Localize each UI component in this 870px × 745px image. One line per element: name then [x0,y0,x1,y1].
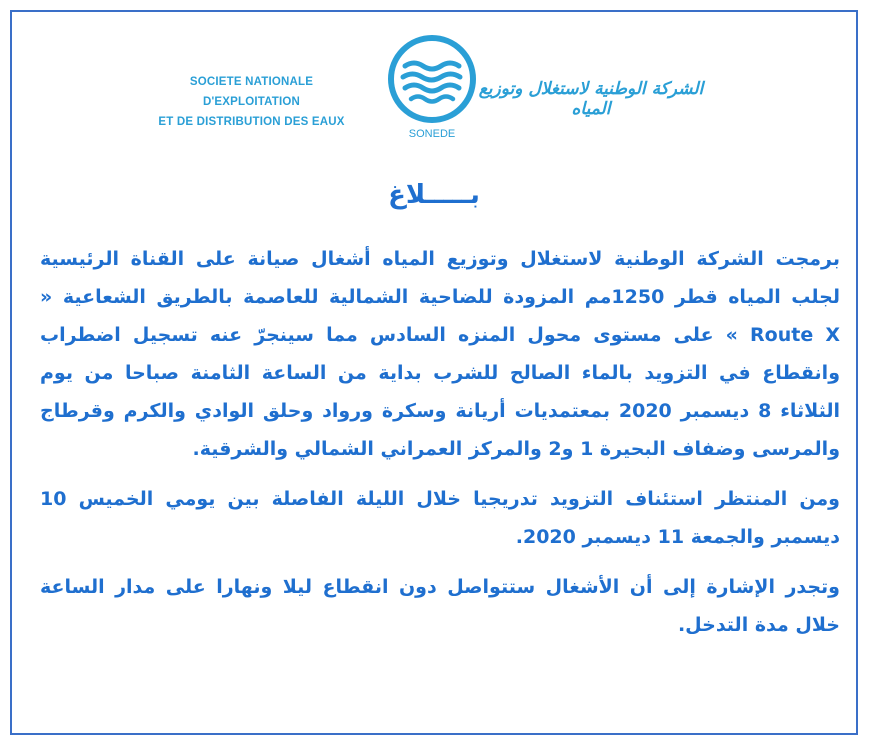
company-name-french-line1: SOCIETE NATIONALE D'EXPLOITATION [189,76,314,108]
paragraph-maintenance: برمجت الشركة الوطنية لاستغلال وتوزيع المياه أشغال صيانة على القناة الرئيسية لجلب المياه قطر 1250مم المزودة للضاحية الشمالية للعاصمة بالطريق الشعاعية « Route X » على مستوى محول المنزه السادس مما سينجرّ عنه تسجيل اضطراب وانقطاع في التزويد بالماء الصالح للشرب بداية من الساعة الثامنة صباحا من يوم الثلاثاء 8 ديسمبر 2020 بمعتمديات أريانة وسكرة ورواد وحلق الوادي والكرم وقرطاج والمرسى وضفاف البحيرة 1 و2 والمركز العمراني الشمالي والشرقية. [40,248,840,460]
sonede-logo [387,34,477,149]
letterhead [12,12,856,172]
paragraph-note: وتجدر الإشارة إلى أن الأشغال ستتواصل دون انقطاع ليلا ونهارا على مدار الساعة خلال مدة التدخل. [40,576,840,636]
water-waves-icon [387,34,477,126]
announcement-title: بـــــلاغ [388,180,480,210]
announcement-body [40,240,840,656]
announcement-frame [10,10,858,735]
logo-wordmark: SONEDE [408,128,456,140]
company-name-arabic: الشركة الوطنية لاستغلال وتوزيع المياه [478,79,704,119]
company-name-french-line2: ET DE DISTRIBUTION DES EAUX [158,116,345,128]
paragraph-resumption: ومن المنتظر استئناف التزويد تدريجيا خلال الليلة الفاصلة بين يومي الخميس 10 ديسمبر والجمعة 11 ديسمبر 2020. [40,488,840,548]
company-name-french [144,72,359,132]
